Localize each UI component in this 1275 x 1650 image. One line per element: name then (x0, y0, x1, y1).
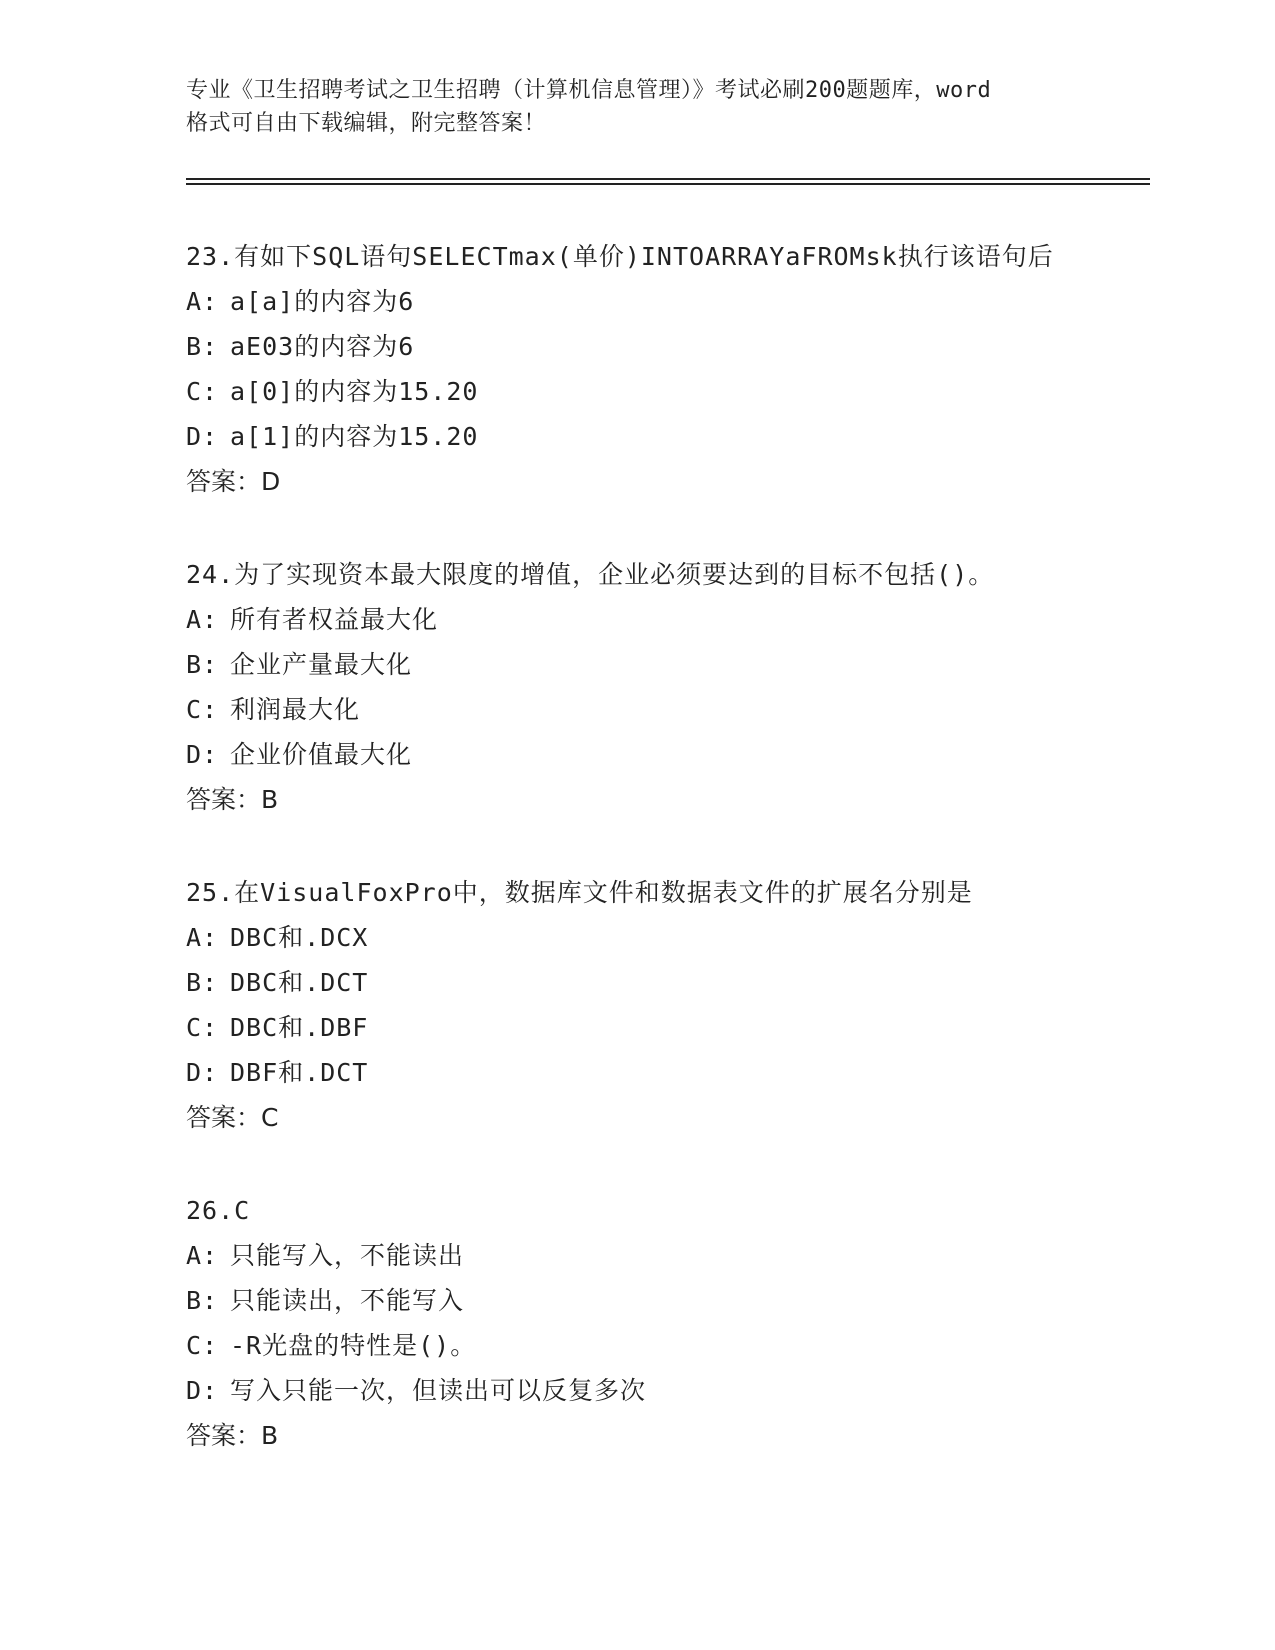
answer-value: D (261, 467, 281, 496)
option-letter: C: (186, 1013, 219, 1042)
option-letter: C: (186, 695, 219, 724)
option-d (186, 1368, 1146, 1413)
option-a (186, 1233, 1146, 1278)
question-stem (186, 234, 1146, 279)
option-text: 写入只能一次，但读出可以反复多次 (230, 1376, 647, 1405)
option-d (186, 414, 1146, 459)
option-letter: B: (186, 968, 219, 997)
option-text: 只能写入，不能读出 (230, 1241, 465, 1270)
option-b (186, 642, 1146, 687)
option-c (186, 1323, 1146, 1368)
answer-label: 答案： (186, 467, 262, 496)
option-c (186, 687, 1146, 732)
header-line-2: 格式可自由下载编辑，附完整答案！ (186, 111, 547, 136)
option-text: 所有者权益最大化 (230, 605, 439, 634)
answer-value: B (261, 785, 279, 814)
question-stem (186, 552, 1146, 597)
answer-value: C (261, 1103, 279, 1132)
option-letter: A: (186, 287, 219, 316)
answer-label: 答案： (186, 1103, 262, 1132)
question-text: C (234, 1196, 251, 1225)
answer-line (186, 1413, 1146, 1458)
answer-line (186, 459, 1146, 504)
question-block (186, 234, 1146, 504)
option-letter: C: (186, 1331, 219, 1360)
question-text: 在VisualFoxPro中，数据库文件和数据表文件的扩展名分别是 (234, 878, 973, 907)
option-c (186, 1005, 1146, 1050)
option-a (186, 597, 1146, 642)
option-letter: D: (186, 422, 219, 451)
option-letter: B: (186, 332, 219, 361)
option-letter: A: (186, 605, 219, 634)
question-number: 23. (186, 242, 235, 271)
option-b (186, 960, 1146, 1005)
question-number: 26. (186, 1196, 235, 1225)
answer-value: B (261, 1421, 279, 1450)
option-text: DBC和.DCX (230, 923, 369, 952)
option-a (186, 915, 1146, 960)
header-divider-bottom (186, 183, 1150, 185)
option-b (186, 1278, 1146, 1323)
option-text: 只能读出，不能写入 (230, 1286, 465, 1315)
question-text: 为了实现资本最大限度的增值，企业必须要达到的目标不包括()。 (234, 560, 995, 589)
answer-label: 答案： (186, 785, 262, 814)
option-text: aE03的内容为6 (230, 332, 415, 361)
option-c (186, 369, 1146, 414)
option-d (186, 1050, 1146, 1095)
document-header (186, 74, 1086, 140)
option-text: a[0]的内容为15.20 (230, 377, 479, 406)
question-stem (186, 1188, 1146, 1233)
option-d (186, 732, 1146, 777)
option-letter: D: (186, 1376, 219, 1405)
option-text: 企业产量最大化 (230, 650, 413, 679)
question-block (186, 1188, 1146, 1458)
option-letter: A: (186, 923, 219, 952)
option-text: DBC和.DCT (230, 968, 369, 997)
question-text: 有如下SQL语句SELECTmax(单价)INTOARRAYaFROMsk执行该语句后 (234, 242, 1054, 271)
option-letter: B: (186, 1286, 219, 1315)
answer-line (186, 1095, 1146, 1140)
option-a (186, 279, 1146, 324)
option-text: a[a]的内容为6 (230, 287, 415, 316)
option-text: 企业价值最大化 (230, 740, 413, 769)
option-text: DBF和.DCT (230, 1058, 369, 1087)
option-letter: C: (186, 377, 219, 406)
question-number: 24. (186, 560, 235, 589)
answer-line (186, 777, 1146, 822)
option-text: DBC和.DBF (230, 1013, 369, 1042)
option-letter: D: (186, 1058, 219, 1087)
header-divider-top (186, 178, 1150, 180)
option-text: 利润最大化 (230, 695, 361, 724)
option-letter: A: (186, 1241, 219, 1270)
option-letter: D: (186, 740, 219, 769)
question-block (186, 552, 1146, 822)
option-letter: B: (186, 650, 219, 679)
option-text: -R光盘的特性是()。 (230, 1331, 477, 1360)
question-stem (186, 870, 1146, 915)
answer-label: 答案： (186, 1421, 262, 1450)
header-line-1: 专业《卫生招聘考试之卫生招聘（计算机信息管理）》考试必刷200题题库，word (186, 78, 992, 103)
option-text: a[1]的内容为15.20 (230, 422, 479, 451)
option-b (186, 324, 1146, 369)
question-block (186, 870, 1146, 1140)
question-number: 25. (186, 878, 235, 907)
